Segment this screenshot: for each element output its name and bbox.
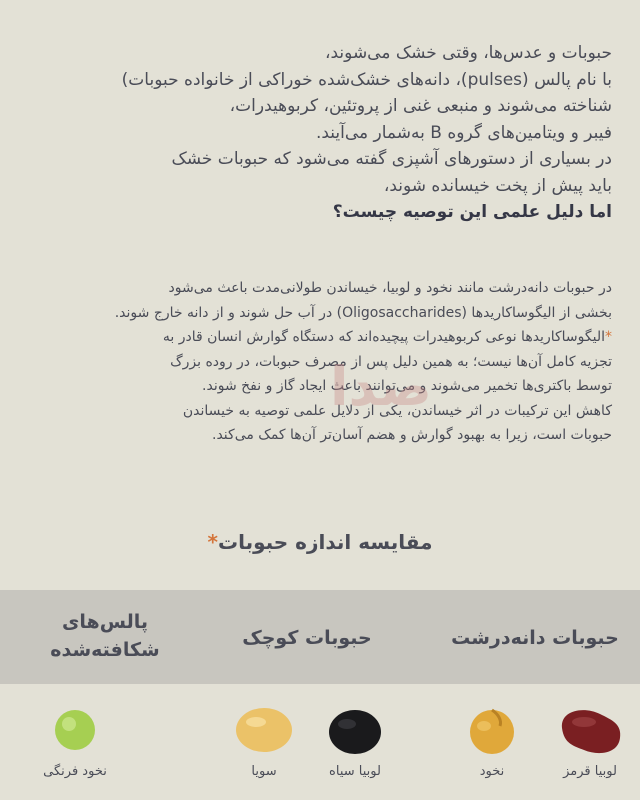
column-header-large: حبوبات دانه‌درشت	[451, 627, 619, 649]
body-line	[0, 325, 612, 350]
legume-label: لوبیا قرمز	[563, 764, 617, 779]
body-line: توسط باکتری‌ها تخمیر می‌شوند و می‌توانند باعث ایجاد گاز و نفخ شوند.	[202, 378, 612, 394]
comparison-title-text: مقایسه اندازه حبوبات	[217, 530, 433, 554]
body-line: حبوبات است، زیرا به بهبود گوارش و هضم آسان‌تر آن‌ها کمک می‌کند.	[212, 427, 612, 443]
intro-line: با نام پالس (pulses)، دانه‌های خشک‌شده خوراکی از خانواده حبوبات)	[121, 69, 612, 90]
body-line: بخشی از الیگوساکاریدها (Oligosaccharides) در آب حل شوند و از دانه خارج شوند.	[114, 304, 612, 321]
body-line-text: الیگوساکاریدها نوعی کربوهیدرات پیچیده‌اند که دستگاه گوارش انسان قادر به	[162, 329, 605, 345]
pea-icon	[45, 700, 105, 760]
legume-black-bean	[315, 700, 395, 779]
intro-line: باید پیش از پخت خیسانده شوند،	[383, 175, 612, 196]
legume-kidney-bean	[545, 700, 635, 779]
intro-question: اما دلیل علمی این توصیه چیست؟	[332, 202, 612, 222]
legume-label: لوبیا سیاه	[329, 764, 381, 779]
watermark-logo: صدا	[330, 355, 432, 418]
intro-line: فیبر و ویتامین‌های گروه B به‌شمار می‌آیند.	[315, 122, 612, 143]
body-line: در حبوبات دانه‌درشت مانند نخود و لوبیا، خیساندن طولانی‌مدت باعث می‌شود	[168, 280, 612, 296]
legume-soybean	[224, 700, 304, 779]
column-header-split-line: پالس‌های	[62, 611, 148, 633]
body-paragraph	[0, 276, 640, 448]
column-header-split	[30, 608, 180, 664]
legume-label: سویا	[251, 764, 277, 779]
column-header-small: حبوبات کوچک	[242, 627, 372, 649]
intro-line: در بسیاری از دستورهای آشپزی گفته می‌شود که حبوبات خشک	[171, 149, 612, 169]
legume-chickpea	[452, 700, 532, 779]
column-header-split-line: شکافته‌شده	[50, 639, 160, 661]
body-line: تجزیه کامل آن‌ها نیست؛ به همین دلیل پس از مصرف حبوبات، در روده بزرگ	[170, 353, 612, 370]
black-bean-icon	[323, 700, 387, 760]
intro-line: شناخته می‌شوند و منبعی غنی از پروتئین، کربوهیدرات،	[229, 96, 612, 116]
legume-label: نخود فرنگی	[43, 764, 107, 779]
body-line: کاهش این ترکیبات در اثر خیساندن، یکی از دلایل علمی توصیه به خیساندن	[182, 402, 612, 419]
legume-label: نخود	[479, 764, 505, 779]
soybean-icon	[232, 700, 296, 760]
comparison-title	[0, 530, 640, 554]
asterisk-mark: *	[605, 329, 612, 345]
intro-paragraph	[0, 40, 640, 226]
chickpea-icon	[462, 700, 522, 760]
intro-line: حبوبات و عدس‌ها، وقتی خشک می‌شوند،	[325, 43, 612, 63]
asterisk-mark: *	[207, 530, 218, 554]
kidney-bean-icon	[550, 700, 630, 760]
legume-pea	[30, 700, 120, 779]
